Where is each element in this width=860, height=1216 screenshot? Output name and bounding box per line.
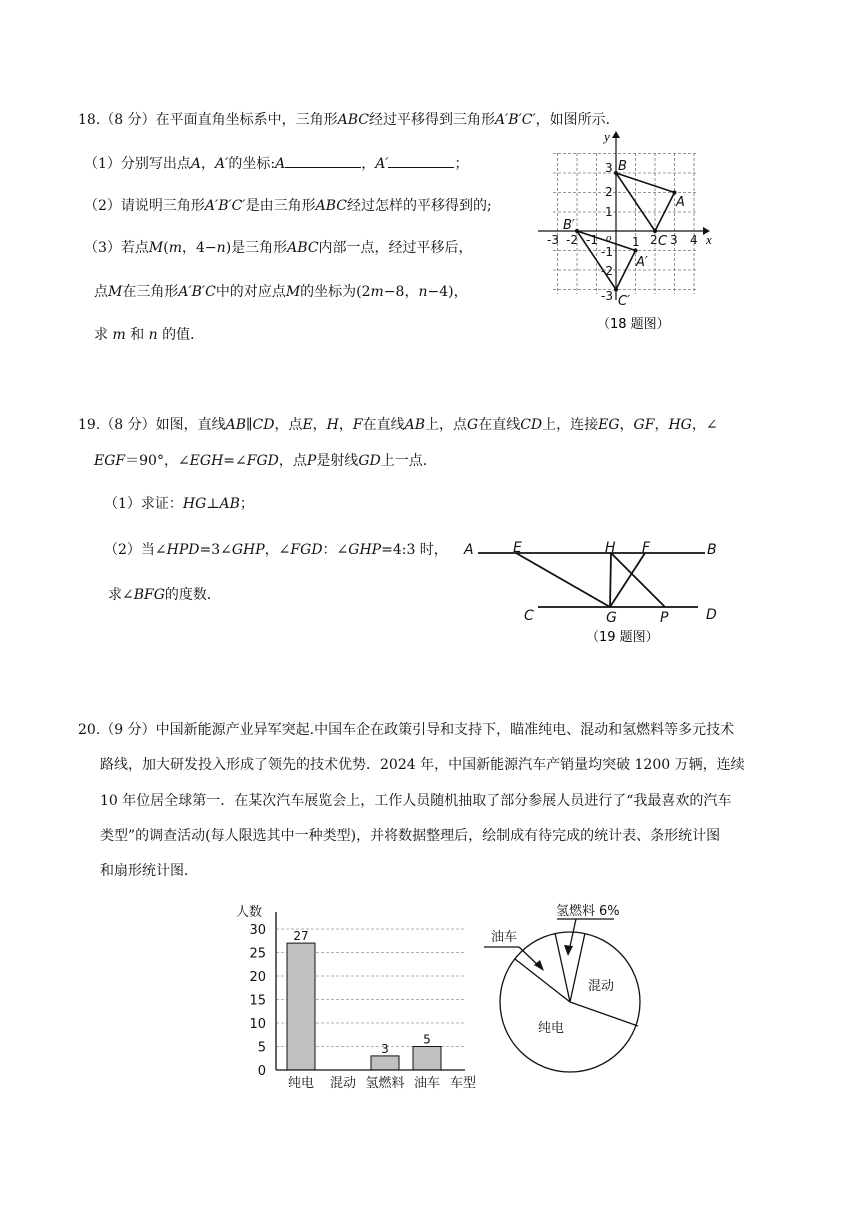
x-tick: -3 (547, 233, 559, 247)
category-label: 油车 (413, 1076, 441, 1091)
answer-blank-a1[interactable] (388, 153, 454, 168)
y-tick-label: 25 (249, 946, 266, 962)
slice-pct-hydrogen: 6% (599, 904, 620, 919)
q19-part2-line2: 求∠BFG的度数． (108, 587, 221, 603)
category-label: 纯电 (287, 1076, 315, 1091)
origin-label: o (606, 232, 612, 244)
y-axis-label: 人数 (236, 905, 263, 920)
slice-label-pure: 纯电 (538, 1021, 565, 1036)
q18-figure (535, 128, 725, 338)
point-a1-label: A′ (636, 255, 648, 270)
y-tick-label: 0 (257, 1064, 266, 1079)
bar (287, 943, 315, 1070)
q20-line2: 路线，加大研发投入形成了领先的技术优势．2024 年，中国新能源汽车产销量均突破 1200 万辆，连续 (100, 757, 745, 773)
bar (413, 1047, 441, 1071)
y-tick-label: 5 (257, 1040, 266, 1056)
label-b: B (707, 542, 717, 558)
x-tick: 4 (690, 233, 698, 247)
q20-line1: 20.（9 分）中国新能源产业异军突起.中国车企在政策引导和支持下，瞄准纯电、混动和氢燃料等多元技术 (78, 722, 735, 738)
x-axis-label: 车型 (450, 1076, 477, 1091)
segment-hp (611, 553, 665, 607)
bar-value-label: 3 (381, 1041, 389, 1056)
x-tick: -2 (566, 233, 578, 247)
figure-19-caption: （19 题图） (586, 630, 659, 645)
q18-part1: （1）分别写出点A，A′的坐标:A ，A′ ； (84, 153, 468, 174)
q18-part3-line3: 求 m 和 n 的值． (94, 327, 205, 343)
slice-label-hydrogen: 氢燃料 (556, 904, 596, 919)
q18-stem: 18.（8 分）在平面直角坐标系中，三角形ABC经过平移得到三角形A′B′C′，如图所示． (78, 112, 620, 128)
point-c-label: C (658, 234, 668, 249)
y-tick-label: 10 (249, 1017, 266, 1032)
category-label: 混动 (329, 1076, 357, 1091)
triangle-abc (616, 173, 675, 231)
bar (371, 1056, 399, 1070)
label-p: P (660, 610, 669, 626)
q19-figure (460, 535, 730, 650)
x-tick: 1 (632, 235, 640, 249)
y-axis-arrow (612, 131, 620, 138)
segment-hg (610, 553, 611, 607)
label-a: A (464, 542, 474, 558)
label-d: D (706, 607, 717, 623)
q20-line5: 和扇形统计图． (100, 863, 198, 879)
point-b1-label: B′ (563, 218, 575, 233)
y-tick: 3 (605, 161, 613, 175)
figure-18-caption: （18 题图） (597, 317, 670, 332)
y-tick: 2 (605, 185, 613, 199)
bar-chart (230, 898, 490, 1098)
x-axis-label: x (706, 232, 712, 247)
slice-label-oil: 油车 (491, 930, 518, 945)
bar-value-label: 5 (423, 1032, 431, 1047)
q20-line4: 类型”的调查活动(每人限选其中一种类型)，并将数据整理后，绘制成有待完成的统计表、条形统计图 (100, 828, 721, 844)
bar-value-label: 27 (293, 929, 309, 944)
q18-part3: （3）若点M(m，4−n)是三角形ABC内部一点，经过平移后， (84, 240, 473, 256)
x-tick: -1 (586, 233, 598, 247)
category-label: 氢燃料 (365, 1076, 405, 1091)
q19-stem-line2: EGF＝90°，∠EGH=∠FGD，点P是射线GD上一点． (94, 453, 437, 469)
q20-line3: 10 年位居全球第一．在某次汽车展览会上，工作人员随机抽取了部分参展人员进行了“我最喜欢的汽车 (100, 793, 732, 809)
label-f: F (642, 540, 651, 556)
segment-eg (516, 553, 610, 607)
q19-stem: 19.（8 分）如图，直线AB∥CD，点E，H，F在直线AB上，点G在直线CD上，连接EG，GF，HG，∠ (78, 417, 718, 433)
label-g: G (606, 610, 617, 626)
y-tick-label: 15 (249, 993, 266, 1009)
q18-part3-line2: 点M在三角形A′B′C中的对应点M的坐标为(2m−8，n−4)， (94, 284, 468, 300)
y-tick: 1 (605, 205, 613, 219)
y-tick: -3 (601, 289, 613, 303)
point-b-label: B (618, 159, 627, 174)
y-tick-label: 20 (249, 970, 266, 985)
q19-part2: （2）当∠HPD=3∠GHP，∠FGD：∠GHP=4:3 时， (104, 542, 448, 558)
segment-gf (610, 553, 645, 607)
pie-chart (478, 898, 668, 1098)
slice-label-hybrid: 混动 (588, 979, 615, 994)
x-tick: 3 (670, 233, 678, 247)
q19-part1: （1）求证：HG⊥AB； (104, 496, 254, 512)
answer-blank-a[interactable] (285, 153, 361, 168)
y-tick: -1 (601, 245, 613, 259)
label-e: E (513, 540, 522, 556)
q18-part2: （2）请说明三角形A′B′C′是由三角形ABC经过怎样的平移得到的; (84, 198, 492, 214)
point-c1-label: C′ (618, 294, 631, 309)
y-axis-label: y (604, 129, 610, 144)
label-h: H (605, 540, 616, 556)
point-a-label: A (676, 195, 685, 210)
y-tick-label: 30 (249, 923, 266, 938)
x-tick: 2 (650, 233, 658, 247)
y-tick: -2 (601, 264, 613, 278)
label-c: C (524, 608, 534, 624)
